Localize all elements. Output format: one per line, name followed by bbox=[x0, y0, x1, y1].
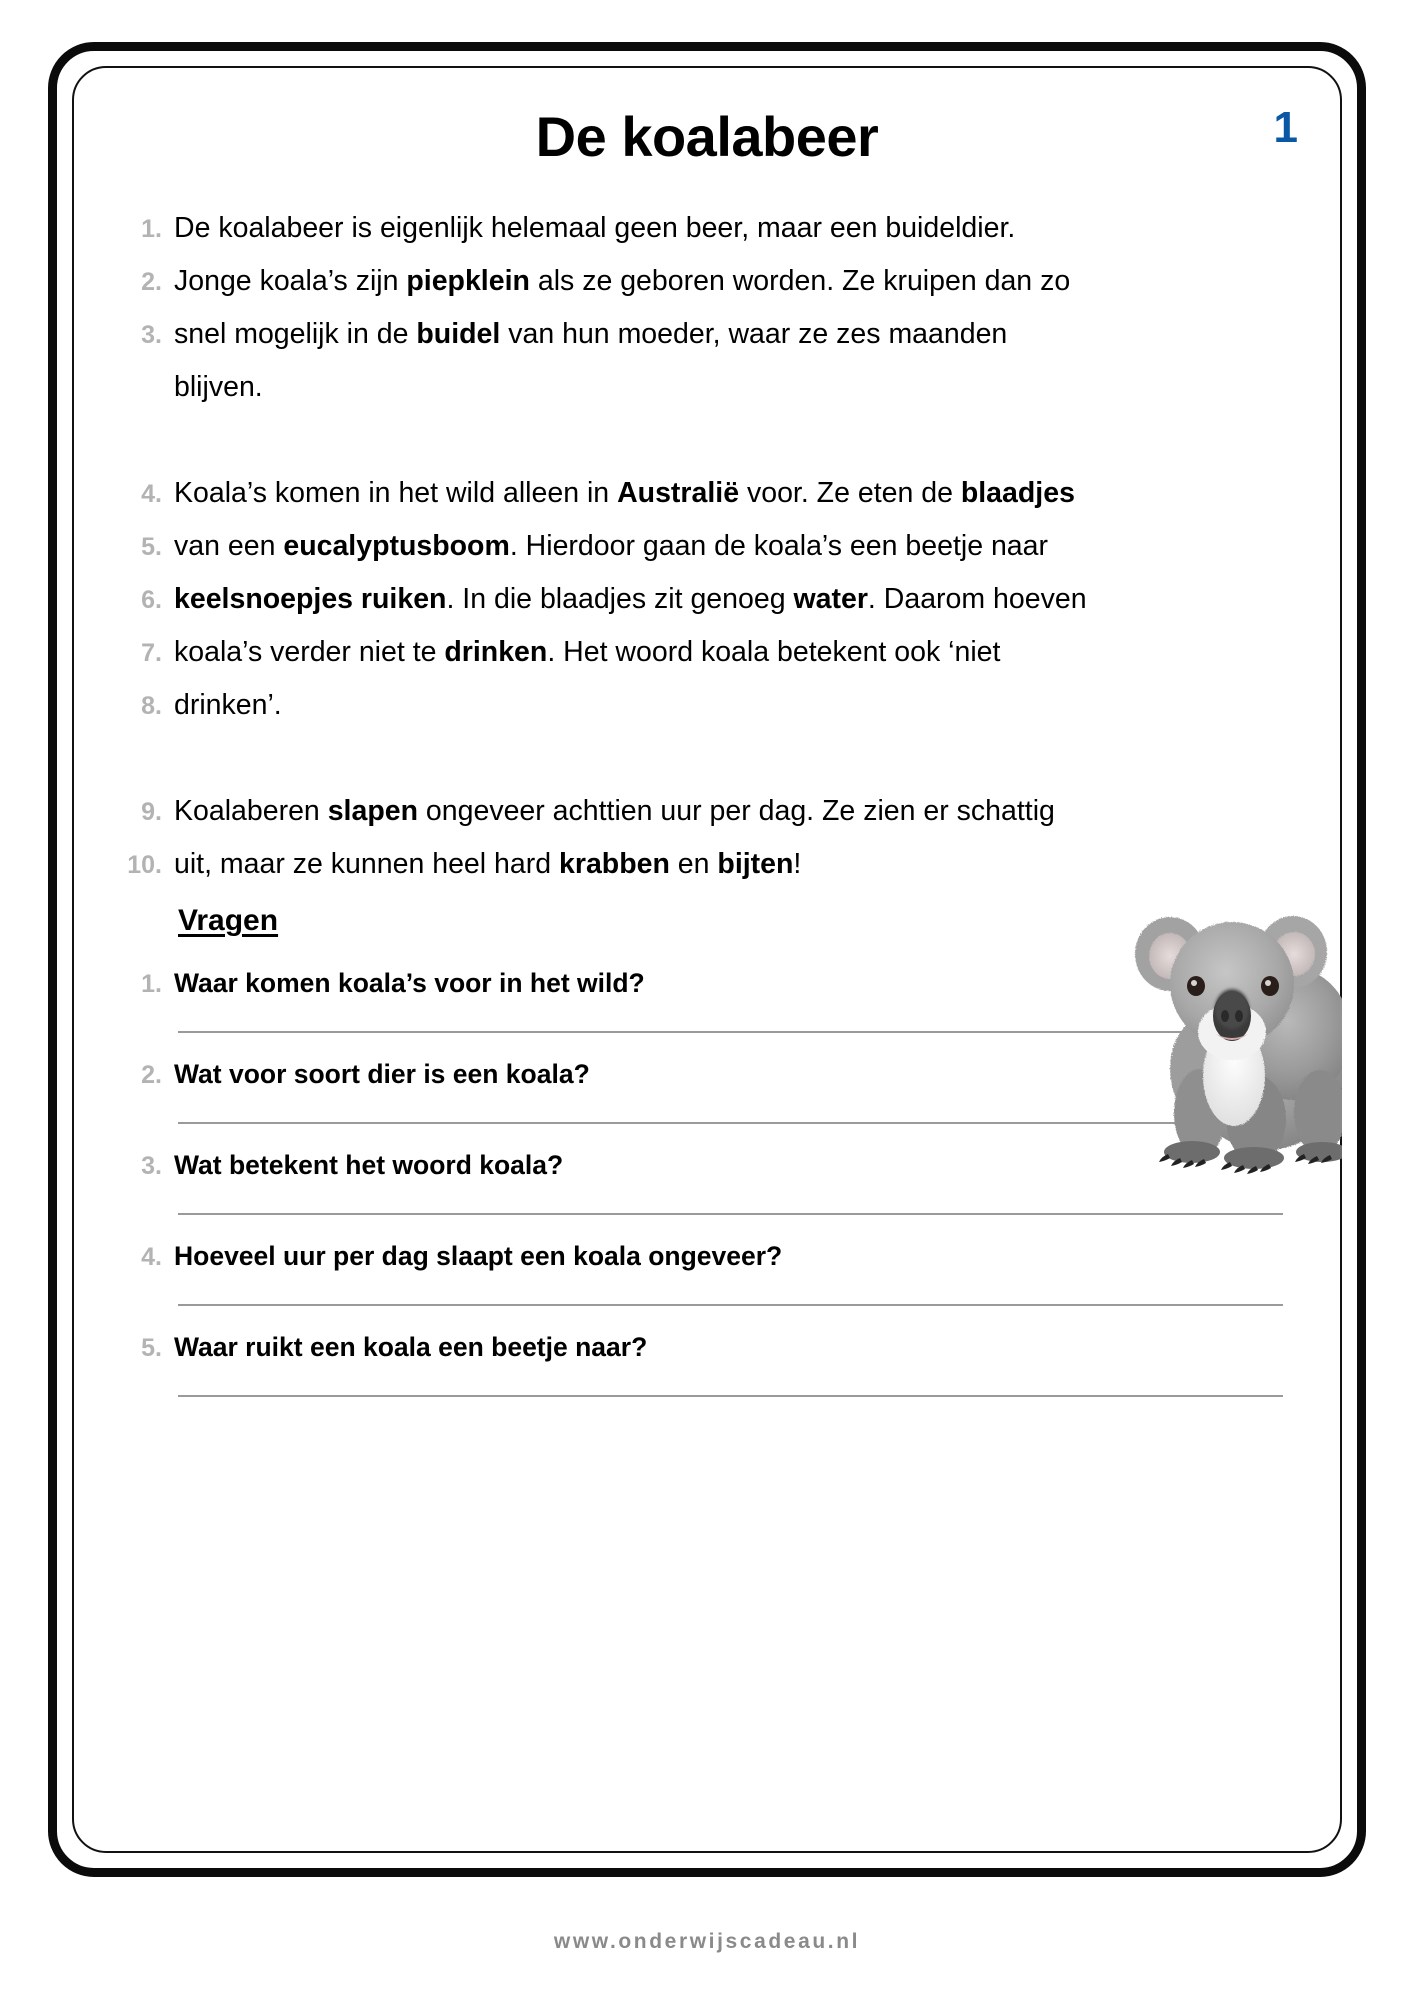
question-block bbox=[100, 1243, 1310, 1306]
footer-url: www.onderwijscadeau.nl bbox=[553, 1930, 861, 1953]
question-text: Waar komen koala’s voor in het wild? bbox=[174, 968, 645, 998]
reading-line-number: 2. bbox=[141, 268, 162, 296]
reading-line-number: 8. bbox=[141, 692, 162, 720]
question-block bbox=[100, 1334, 1310, 1397]
reading-line-text: snel mogelijk in de buidel van hun moeder, waar ze zes maanden bbox=[174, 318, 1008, 350]
reading-line-text: keelsnoepjes ruiken. In die blaadjes zit genoeg water. Daarom hoeven bbox=[174, 583, 1087, 615]
reading-line-text: uit, maar ze kunnen heel hard krabben en bijten! bbox=[174, 848, 802, 880]
answer-line[interactable] bbox=[178, 1395, 1283, 1397]
reading-line-text: De koalabeer is eigenlijk helemaal geen beer, maar een buideldier. bbox=[174, 212, 1016, 244]
question-number: 1. bbox=[141, 970, 162, 998]
reading-line bbox=[100, 585, 1310, 638]
reading-line bbox=[100, 214, 1310, 267]
answer-line[interactable] bbox=[178, 1213, 1283, 1215]
answer-line[interactable] bbox=[178, 1304, 1283, 1306]
reading-line bbox=[100, 320, 1310, 373]
question-row bbox=[100, 1334, 1310, 1361]
question-text: Wat voor soort dier is een koala? bbox=[174, 1059, 590, 1089]
reading-line bbox=[100, 479, 1310, 532]
reading-line-number: 10. bbox=[127, 851, 162, 879]
question-row bbox=[100, 1243, 1310, 1270]
question-number: 3. bbox=[141, 1152, 162, 1180]
reading-line bbox=[100, 638, 1310, 691]
reading-line-text: Koalaberen slapen ongeveer achttien uur per dag. Ze zien er schattig bbox=[174, 795, 1055, 827]
worksheet-content bbox=[72, 66, 1342, 1853]
reading-line-number: 7. bbox=[141, 639, 162, 667]
reading-line-spacer bbox=[100, 426, 1310, 479]
reading-line bbox=[100, 532, 1310, 585]
reading-line bbox=[100, 797, 1310, 850]
question-text: Waar ruikt een koala een beetje naar? bbox=[174, 1332, 648, 1362]
reading-line-number: 3. bbox=[141, 321, 162, 349]
reading-line-text: Jonge koala’s zijn piepklein als ze geboren worden. Ze kruipen dan zo bbox=[174, 265, 1071, 297]
reading-line-number: 5. bbox=[141, 533, 162, 561]
reading-text-block bbox=[100, 214, 1310, 903]
reading-line-text: van een eucalyptusboom. Hierdoor gaan de koala’s een beetje naar bbox=[174, 530, 1049, 562]
reading-line-text: koala’s verder niet te drinken. Het woord koala betekent ook ‘niet bbox=[174, 636, 1001, 668]
koala-photo bbox=[1088, 864, 1342, 1174]
questions-heading: Vragen bbox=[178, 904, 279, 937]
reading-line-number: 1. bbox=[141, 215, 162, 243]
reading-line-text: blijven. bbox=[174, 371, 263, 403]
reading-line bbox=[100, 691, 1310, 744]
question-number: 5. bbox=[141, 1334, 162, 1362]
reading-line-text: drinken’. bbox=[174, 689, 282, 721]
question-text: Hoeveel uur per dag slaapt een koala ongeveer? bbox=[174, 1241, 783, 1271]
page-number-badge: 1 bbox=[1273, 103, 1298, 152]
question-number: 4. bbox=[141, 1243, 162, 1271]
reading-line bbox=[100, 267, 1310, 320]
reading-line bbox=[100, 373, 1310, 426]
question-number: 2. bbox=[141, 1061, 162, 1089]
reading-line-number: 6. bbox=[141, 586, 162, 614]
page-title: De koalabeer bbox=[535, 105, 879, 168]
reading-line-spacer bbox=[100, 744, 1310, 797]
question-text: Wat betekent het woord koala? bbox=[174, 1150, 564, 1180]
reading-line-number: 9. bbox=[141, 798, 162, 826]
reading-line-number: 4. bbox=[141, 480, 162, 508]
reading-line-text: Koala’s komen in het wild alleen in Australië voor. Ze eten de blaadjes bbox=[174, 477, 1075, 509]
